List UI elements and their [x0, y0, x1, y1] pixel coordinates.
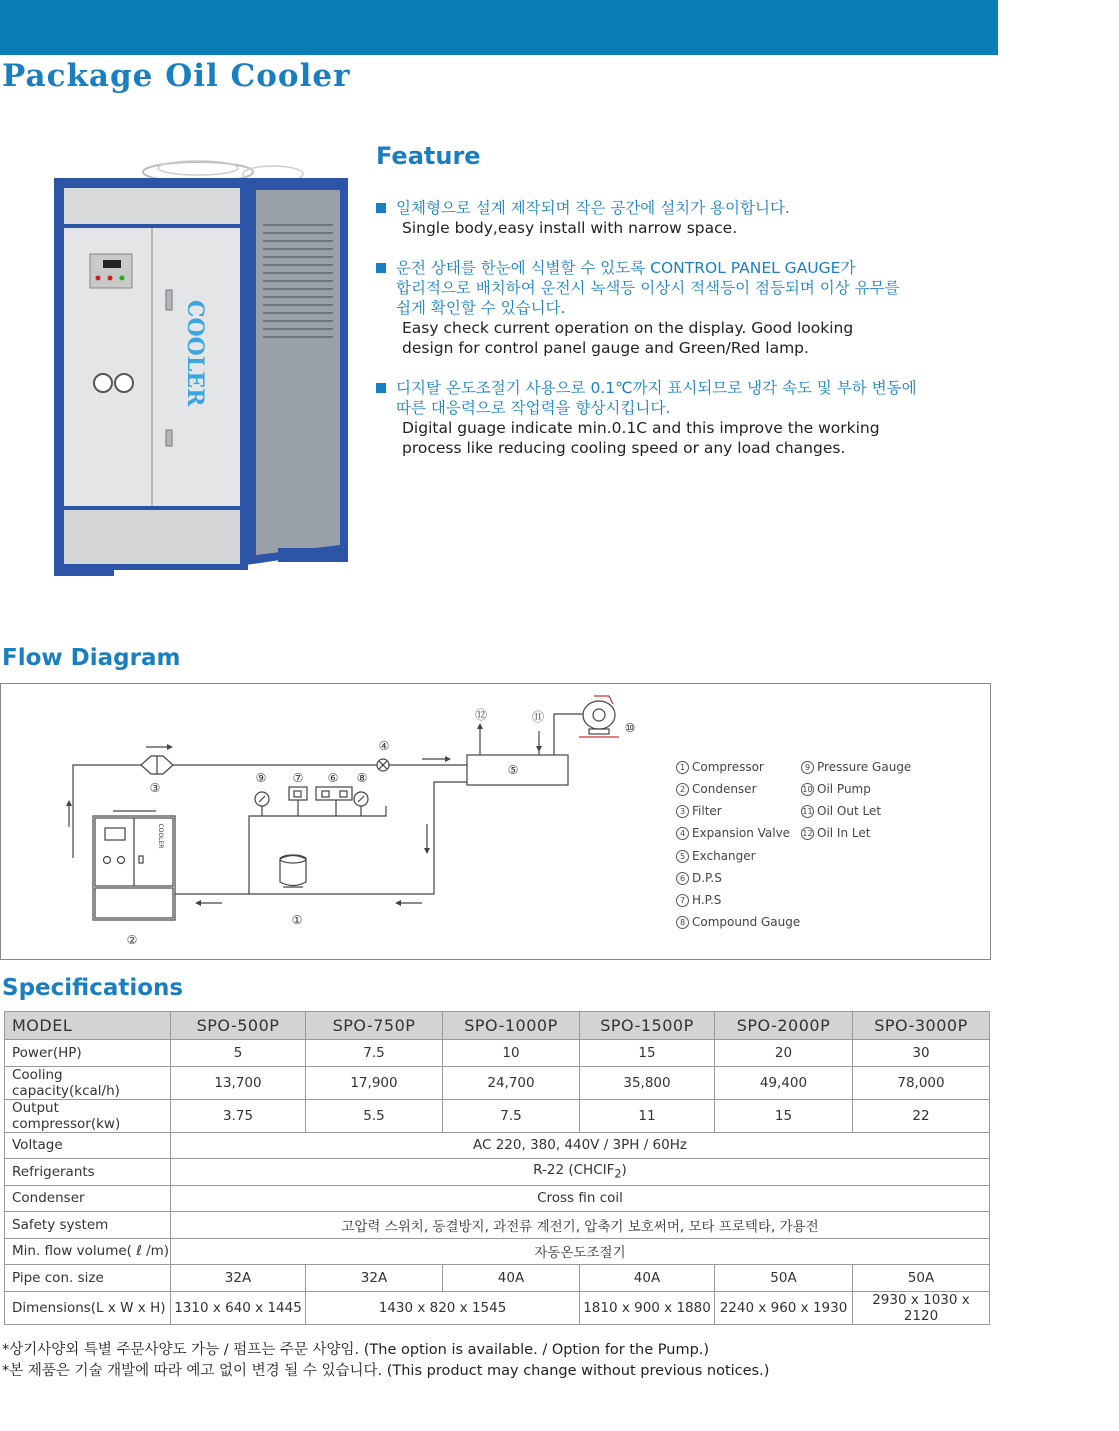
legend-number: 7	[676, 894, 689, 907]
feature-item	[376, 258, 976, 358]
row-label: Dimensions(L x W x H)	[5, 1291, 171, 1324]
marker-hps: ⑦	[292, 771, 304, 785]
row-label: Power(HP)	[5, 1040, 171, 1067]
legend-label: Compound Gauge	[692, 915, 801, 929]
table-cell: 7.5	[443, 1099, 580, 1132]
feature-text-korean: 일체형으로 설계 제작되며 작은 공간에 설치가 용이합니다.	[396, 199, 790, 217]
legend-number: 12	[802, 829, 813, 838]
legend-item	[676, 804, 722, 818]
legend-number: 10	[802, 785, 813, 794]
legend-item	[676, 849, 756, 863]
table-header-row	[5, 1012, 990, 1040]
marker-dps: ⑥	[327, 771, 339, 785]
feature-text-korean: 따른 대응력으로 작업력을 향상시킵니다.	[396, 399, 671, 417]
table-cell-merged: Cross fin coil	[171, 1185, 990, 1212]
legend-label: Expansion Valve	[692, 826, 791, 840]
top-banner	[0, 0, 998, 55]
row-label: Condenser	[5, 1185, 171, 1212]
table-cell: 7.5	[306, 1040, 443, 1067]
feature-text-english: process like reducing cooling speed or any load changes.	[402, 439, 846, 457]
table-row	[5, 1132, 990, 1159]
specifications-table	[4, 1011, 990, 1325]
table-row	[5, 1099, 990, 1132]
table-cell: 17,900	[306, 1066, 443, 1099]
legend-number: 2	[676, 783, 689, 796]
row-label: Cooling capacity(kcal/h)	[5, 1066, 171, 1099]
table-row	[5, 1066, 990, 1099]
marker-expansion-valve: ④	[378, 739, 390, 753]
table-cell: 50A	[853, 1265, 990, 1292]
footnote-option: *상기사양외 특별 주문사양도 가능 / 펌프는 주문 사양임. (The option is available. / Option for the Pump.)	[2, 1342, 710, 1358]
table-row	[5, 1238, 990, 1265]
model-header: SPO-1500P	[580, 1012, 715, 1040]
unit-cooler-label: COOLER	[157, 823, 164, 849]
legend-number: 5	[676, 850, 689, 863]
legend-number: 6	[676, 872, 689, 885]
row-label: Output compressor(kw)	[5, 1099, 171, 1132]
legend-item	[676, 760, 764, 774]
model-header: SPO-500P	[171, 1012, 306, 1040]
table-cell-merged	[171, 1159, 990, 1186]
table-row	[5, 1212, 990, 1239]
refrigerant-text: R-22 (CHCIF	[533, 1162, 615, 1179]
table-cell: 30	[853, 1040, 990, 1067]
model-header: SPO-3000P	[853, 1012, 990, 1040]
table-cell: 1310 x 640 x 1445	[171, 1291, 306, 1324]
table-cell: 15	[580, 1040, 715, 1067]
refrigerant-close: )	[621, 1162, 627, 1179]
table-cell: 5	[171, 1040, 306, 1067]
table-cell-merged: 고압력 스위치, 동결방지, 과전류 계전기, 압축기 보호써머, 모타 프로텍타, 가용전	[171, 1212, 990, 1239]
table-cell: 40A	[443, 1265, 580, 1292]
marker-compound-gauge: ⑧	[356, 771, 368, 785]
header-cell: MODEL	[5, 1012, 171, 1040]
square-bullet-icon	[376, 383, 386, 393]
legend-number: 9	[801, 761, 814, 774]
legend-number: 3	[676, 805, 689, 818]
table-row	[5, 1185, 990, 1212]
legend-label: H.P.S	[692, 893, 722, 907]
table-row	[5, 1291, 990, 1324]
marker-oil-out-let: ⑪	[531, 710, 545, 724]
table-cell: 5.5	[306, 1099, 443, 1132]
feature-item	[376, 378, 976, 458]
table-cell: 78,000	[853, 1066, 990, 1099]
feature-text-english: Single body,easy install with narrow space.	[402, 219, 738, 237]
footnote-change-notice: *본 제품은 기술 개발에 따라 예고 없이 변경 될 수 있습니다. (This product may change without previous notices.)	[2, 1363, 770, 1379]
model-header: SPO-1000P	[443, 1012, 580, 1040]
feature-text-korean: 디지탈 온도조절기 사용으로 0.1℃까지 표시되므로 냉각 속도 및 부하 변동에	[396, 379, 917, 397]
legend-item	[801, 826, 870, 840]
marker-compressor: ①	[291, 913, 303, 927]
legend-number: 11	[802, 807, 813, 816]
table-cell: 40A	[580, 1265, 715, 1292]
model-header: SPO-2000P	[715, 1012, 853, 1040]
page-title: Package Oil Cooler	[2, 58, 351, 94]
square-bullet-icon	[376, 203, 386, 213]
marker-oil-in-let: ⑫	[474, 708, 488, 722]
feature-heading: Feature	[376, 142, 481, 170]
flow-schematic	[1, 684, 990, 959]
square-bullet-icon	[376, 263, 386, 273]
table-cell-merged: 자동온도조절기	[171, 1238, 990, 1265]
legend-label: Condenser	[692, 782, 757, 796]
feature-text-korean: 쉽게 확인할 수 있습니다.	[396, 299, 566, 317]
feature-text-korean: 운전 상태를 한눈에 식별할 수 있도록 CONTROL PANEL GAUGE가	[396, 259, 856, 277]
legend-item	[676, 915, 800, 929]
table-row	[5, 1040, 990, 1067]
table-cell: 22	[853, 1099, 990, 1132]
table-cell: 50A	[715, 1265, 853, 1292]
specifications-heading: Specifications	[2, 975, 184, 1001]
legend-label: D.P.S	[692, 871, 722, 885]
table-cell: 10	[443, 1040, 580, 1067]
legend-label: Pressure Gauge	[817, 760, 912, 774]
feature-list	[376, 198, 976, 478]
legend-item	[676, 826, 790, 840]
feature-text-english: Digital guage indicate min.0.1C and this improve the working	[402, 419, 880, 437]
legend-label: Oil In Let	[817, 826, 871, 840]
vent-grille	[263, 225, 333, 337]
table-cell: 2240 x 960 x 1930	[715, 1291, 853, 1324]
row-label: Refrigerants	[5, 1159, 171, 1186]
legend-label: Oil Out Let	[817, 804, 882, 818]
feature-text-english: design for control panel gauge and Green/Red lamp.	[402, 339, 809, 357]
table-cell: 32A	[306, 1265, 443, 1292]
table-cell: 1810 x 900 x 1880	[580, 1291, 715, 1324]
row-label: Min. flow volume( ℓ /m)	[5, 1238, 171, 1265]
table-cell: 15	[715, 1099, 853, 1132]
cooler-logo: COOLER	[182, 300, 208, 407]
legend-label: Compressor	[692, 760, 764, 774]
table-cell: 32A	[171, 1265, 306, 1292]
product-photo	[48, 130, 358, 580]
legend-item	[801, 760, 911, 774]
table-row	[5, 1265, 990, 1292]
table-cell: 2930 x 1030 x 2120	[853, 1291, 990, 1324]
model-header: SPO-750P	[306, 1012, 443, 1040]
legend-label: Exchanger	[692, 849, 756, 863]
legend-item	[676, 782, 757, 796]
legend-number: 1	[676, 761, 689, 774]
table-cell: 35,800	[580, 1066, 715, 1099]
legend-item	[676, 871, 722, 885]
table-cell: 24,700	[443, 1066, 580, 1099]
marker-filter: ③	[149, 781, 161, 795]
legend-label: Oil Pump	[817, 782, 871, 796]
legend-item	[676, 893, 721, 907]
marker-exchanger: ⑤	[507, 763, 519, 777]
feature-item	[376, 198, 976, 238]
legend-item	[801, 782, 871, 796]
marker-condenser: ②	[126, 933, 138, 947]
row-label: Safety system	[5, 1212, 171, 1239]
row-label: Pipe con. size	[5, 1265, 171, 1292]
legend-number: 8	[676, 916, 689, 929]
table-cell: 11	[580, 1099, 715, 1132]
legend-number: 4	[676, 827, 689, 840]
legend-item	[801, 804, 881, 818]
row-label: Voltage	[5, 1132, 171, 1159]
table-cell: 49,400	[715, 1066, 853, 1099]
table-cell: 20	[715, 1040, 853, 1067]
table-row	[5, 1159, 990, 1186]
table-cell-merged: 1430 x 820 x 1545	[306, 1291, 580, 1324]
feature-text-korean: 합리적으로 배치하여 운전시 녹색등 이상시 적색등이 점등되며 이상 유무를	[396, 279, 900, 297]
table-cell: 3.75	[171, 1099, 306, 1132]
flow-diagram	[0, 683, 991, 960]
table-cell-merged: AC 220, 380, 440V / 3PH / 60Hz	[171, 1132, 990, 1159]
legend-label: Filter	[692, 804, 722, 818]
marker-oil-pump: ⑩	[624, 721, 636, 735]
refrigerant-subscript: 2	[614, 1168, 622, 1182]
table-cell: 13,700	[171, 1066, 306, 1099]
feature-text-english: Easy check current operation on the display. Good looking	[402, 319, 854, 337]
marker-pressure-gauge: ⑨	[255, 771, 267, 785]
flow-diagram-heading: Flow Diagram	[2, 645, 181, 671]
